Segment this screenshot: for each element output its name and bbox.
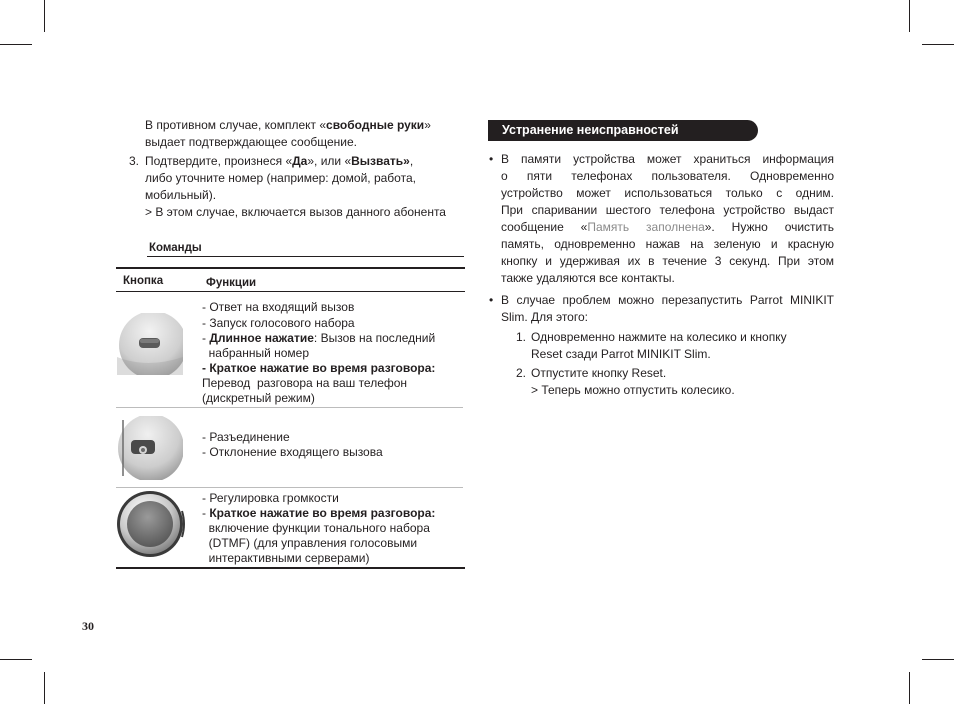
- bullet-1-line-5: сообщение «Память заполнена». Нужно очистить: [501, 220, 834, 234]
- row1-line-3: - Длинное нажатие: Вызов на последний: [202, 331, 436, 345]
- crop-mark: [44, 0, 45, 32]
- step-3-line-2: либо уточните номер (например: домой, работа,: [145, 171, 416, 185]
- bullet-1-line-3: устройство может использоваться только с одним.: [501, 186, 834, 200]
- step-3-number: 3.: [129, 154, 140, 168]
- row3-line-2: - Краткое нажатие во время разговора:: [202, 506, 436, 520]
- page-number: 30: [82, 619, 94, 633]
- table-top-rule: [116, 267, 465, 269]
- crop-mark: [922, 659, 954, 660]
- row3-line-1: - Регулировка громкости: [202, 491, 339, 505]
- crop-mark: [0, 44, 32, 45]
- answer-button-photo: [117, 313, 183, 375]
- bullet-1-line-4: При спаривании шестого телефона устройство выдаст: [501, 203, 834, 217]
- step-3-line-3: мобильный).: [145, 188, 217, 202]
- row1-line-1: - Ответ на входящий вызов: [202, 300, 355, 314]
- bullet-1-line-2: о пяти телефонах пользователя. Одновременно: [501, 169, 834, 183]
- table-row-divider: [116, 407, 463, 408]
- crop-mark: [909, 0, 910, 32]
- intro-line-2: выдает подтверждающее сообщение.: [145, 135, 358, 149]
- step-1-number: 1.: [516, 330, 527, 344]
- commands-title: Команды: [149, 242, 202, 254]
- commands-underline: [147, 256, 464, 257]
- step-3-result: > В этом случае, включается вызов данного абонента: [145, 205, 446, 219]
- row1-line-5: - Краткое нажатие во время разговора:: [202, 361, 436, 375]
- step-3-line-1: Подтвердите, произнеся «Да», или «Вызвать»,: [145, 154, 414, 168]
- bullet-1-line-8: также удаляются все контакты.: [501, 271, 675, 285]
- bullet-2-line-2: Slim. Для этого:: [501, 310, 588, 324]
- bullet-1-line-6: память, одновременно нажав на зеленую и красную: [501, 237, 834, 251]
- table-bottom-rule: [116, 567, 465, 569]
- table-header-button: Кнопка: [123, 275, 164, 287]
- row3-line-5: интерактивными серверами): [202, 551, 370, 565]
- step-2-line-1: Отпустите кнопку Reset.: [531, 366, 667, 380]
- row1-line-2: - Запуск голосового набора: [202, 316, 355, 330]
- crop-mark: [44, 672, 45, 704]
- step-1-line-1: Одновременно нажмите на колесико и кнопку: [531, 330, 787, 344]
- row2-line-2: - Отклонение входящего вызова: [202, 445, 383, 459]
- jog-wheel-photo: [116, 489, 186, 559]
- step-2-number: 2.: [516, 366, 527, 380]
- crop-mark: [922, 44, 954, 45]
- bullet-2-dot: •: [489, 293, 494, 307]
- bullet-1-line-7: кнопку и удерживая их в течение 3 секунд. При этом: [501, 254, 834, 268]
- section-title: Устранение неисправностей: [488, 120, 758, 141]
- table-header-functions: Функции: [206, 277, 257, 289]
- table-header-rule: [116, 291, 465, 292]
- bullet-1-dot: •: [489, 152, 494, 166]
- bullet-2-line-1: В случае проблем можно перезапустить Parrot MINIKIT: [501, 293, 834, 307]
- crop-mark: [0, 659, 32, 660]
- step-2-result: > Теперь можно отпустить колесико.: [531, 383, 735, 397]
- memory-full-message: Память заполнена: [587, 220, 705, 234]
- row1-line-6: Перевод разговора на ваш телефон: [202, 376, 408, 390]
- hangup-button-photo: [117, 416, 183, 480]
- row1-line-4: набранный номер: [202, 346, 310, 360]
- step-1-line-2: Reset сзади Parrot MINIKIT Slim.: [531, 347, 711, 361]
- row3-line-4: (DTMF) (для управления голосовыми: [202, 536, 418, 550]
- bullet-1-line-1: В памяти устройства может храниться информация: [501, 152, 834, 166]
- row1-line-7: (дискретный режим): [202, 391, 315, 405]
- row2-line-1: - Разъединение: [202, 430, 290, 444]
- crop-mark: [909, 672, 910, 704]
- table-row-divider: [116, 487, 463, 488]
- row3-line-3: включение функции тонального набора: [202, 521, 430, 535]
- intro-line-1: В противном случае, комплект «свободные руки»: [145, 118, 431, 132]
